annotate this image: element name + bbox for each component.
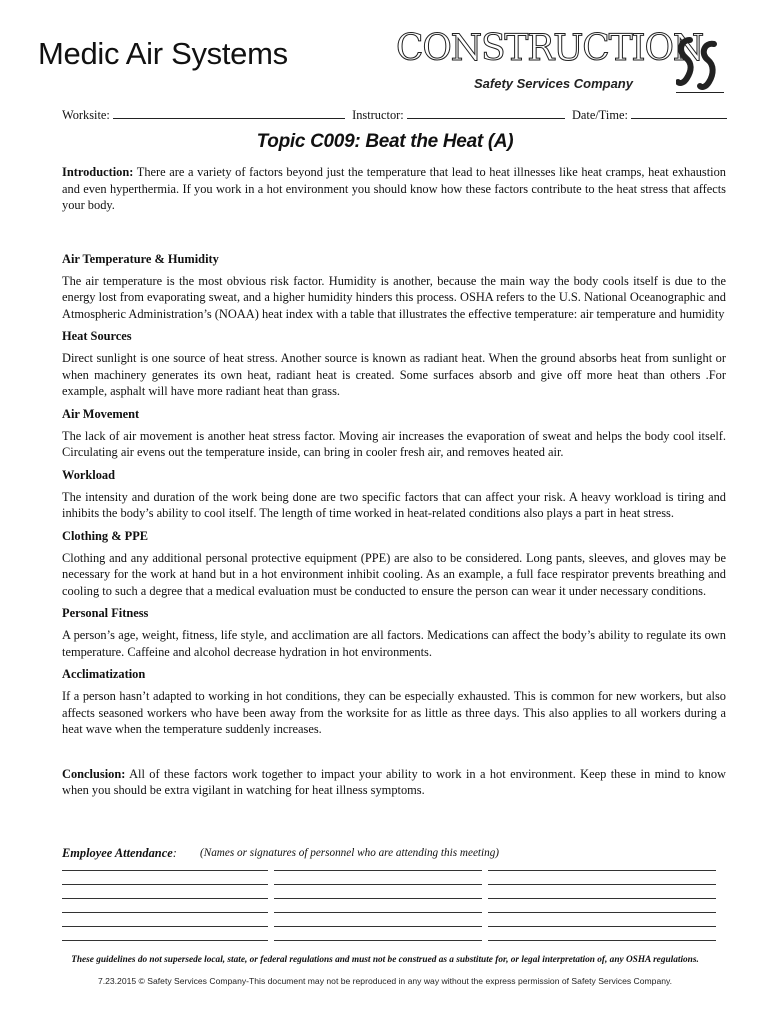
section-personal-fitness [62, 605, 726, 660]
signature-line[interactable] [488, 940, 716, 941]
section-workload [62, 467, 726, 522]
section-heading: Heat Sources [62, 329, 132, 343]
instructor-label: Instructor: [352, 108, 404, 122]
section-text: The intensity and duration of the work being done are two specific factors that can affect your risk. A heavy workload is tiring and inhibits the body’s ability to cool itself. The length of time worked in heat-related conditions also plays a part in heat stress. [62, 489, 726, 520]
attendance-note: (Names or signatures of personnel who are attending this meeting) [200, 847, 500, 859]
signature-line[interactable] [62, 926, 268, 927]
topic-title: Topic C009: Beat the Heat (A) [256, 131, 514, 152]
brand-title: Medic Air Systems [38, 36, 288, 71]
signature-line[interactable] [274, 870, 482, 871]
conclusion-text: All of these factors work together to impact your ability to work in a hot environment. Keep these in mind to know when you should be extra vigilant in watching for heat illness symptoms. [62, 766, 727, 797]
signature-line[interactable] [62, 884, 268, 885]
section-text: The air temperature is the most obvious risk factor. Humidity is another, because the main way the body cools itself is due to the energy lost from evaporating sweat, and a higher humidity hinders this process. OSHA refers to the U.S. National Oceanographic and Atmospheric Administration’s (NOAA) heat index with a table that illustrates the effective temperature: air temperature and humidity [62, 273, 726, 321]
section-clothing-ppe [62, 528, 726, 600]
section-heat-sources [62, 328, 726, 400]
datetime-field[interactable] [631, 108, 727, 119]
company-name-text: CONSTRUCTION [396, 28, 704, 69]
worksite-field[interactable] [113, 108, 345, 119]
signature-line[interactable] [62, 870, 268, 871]
signature-line[interactable] [274, 884, 482, 885]
section-acclimatization [62, 666, 726, 738]
section-air-temperature [62, 251, 726, 323]
signature-line[interactable] [62, 898, 268, 899]
section-text: The lack of air movement is another heat stress factor. Moving air increases the evaporation of sweat and helps the body cool itself. Circulating air evens out the temperature inside, can bring in cooler fresh air, and removes heated air. [62, 428, 726, 459]
conclusion-paragraph [62, 766, 726, 799]
signature-line[interactable] [62, 940, 268, 941]
section-text: If a person hasn’t adapted to working in hot conditions, they can be especially exhausted. This is common for new workers, but also affects seasoned workers who have been away from the worksite for as little as three days. This also applies to all workers during a heat wave when the temperature suddenly increases. [62, 689, 726, 736]
signature-line[interactable] [274, 940, 482, 941]
company-name [396, 28, 703, 69]
attendance-label [62, 846, 177, 861]
section-air-movement [62, 406, 726, 461]
worksite-label: Worksite: [62, 108, 110, 122]
section-heading: Workload [62, 467, 116, 482]
section-text: Clothing and any additional personal protective equipment (PPE) are also to be considered. Long pants, sleeves, and gloves may be necessary for the work at hand but in a hot environment inhibit cooling. As an example, a full face respirator prevents breathing and cooling to such a degree that a medical evaluation must be conducted to ensure the person can wear it under necessary conditions. [62, 550, 726, 598]
conclusion-label: Conclusion: [62, 766, 126, 781]
signature-line[interactable] [488, 870, 716, 871]
document-body [62, 164, 726, 799]
signature-line[interactable] [274, 926, 482, 927]
attendance-label-text: Employee Attendance [62, 846, 173, 860]
section-text: Direct sunlight is one source of heat stress. Another source is known as radiant heat. When the ground absorbs heat from sunlight or when machinery generates its own heat, radiant heat is created. Some surfaces absorb and give off more heat than others .For example, asphalt will have more radiant heat than grass. [62, 351, 726, 398]
regulation-disclaimer: These guidelines do not supersede local, state, or federal regulations and must not be construed as a substitute for, or legal interpretation of, any OSHA regulations. [71, 955, 699, 965]
attendance-signature-lines [62, 870, 716, 952]
signature-line[interactable] [488, 898, 716, 899]
instructor-field[interactable] [407, 108, 565, 119]
intro-paragraph [62, 164, 726, 214]
intro-label: Introduction: [62, 165, 134, 179]
logo-rule [676, 92, 724, 93]
ss-logo-icon [676, 34, 724, 94]
attendance-colon: : [172, 846, 177, 860]
signature-line[interactable] [488, 884, 716, 885]
signature-line[interactable] [62, 912, 268, 913]
company-tagline: Safety Services Company [474, 76, 633, 91]
signature-line[interactable] [488, 926, 716, 927]
section-heading: Personal Fitness [62, 606, 149, 620]
section-heading: Clothing & PPE [62, 528, 149, 543]
meeting-fields [62, 108, 726, 123]
section-heading: Air Temperature & Humidity [62, 251, 219, 266]
section-text: A person’s age, weight, fitness, life style, and acclimation are all factors. Medications can affect the body’s ability to regulate its own temperature. Caffeine and alcohol decrease hydration in hot environments. [62, 628, 726, 659]
signature-line[interactable] [274, 912, 482, 913]
signature-line[interactable] [274, 898, 482, 899]
copyright-notice: 7.23.2015 © Safety Services Company-This document may not be reproduced in any way without the express permission of Safety Services Company. [97, 976, 673, 986]
datetime-label: Date/Time: [571, 108, 628, 122]
section-heading: Air Movement [62, 406, 140, 421]
section-heading: Acclimatization [62, 667, 146, 681]
intro-text: There are a variety of factors beyond just the temperature that lead to heat illnesses like heat cramps, heat exhaustion and even hyperthermia. If you work in a hot environment you should know how these factors contribute to the heat stress that affects your body. [62, 165, 726, 212]
signature-line[interactable] [488, 912, 716, 913]
